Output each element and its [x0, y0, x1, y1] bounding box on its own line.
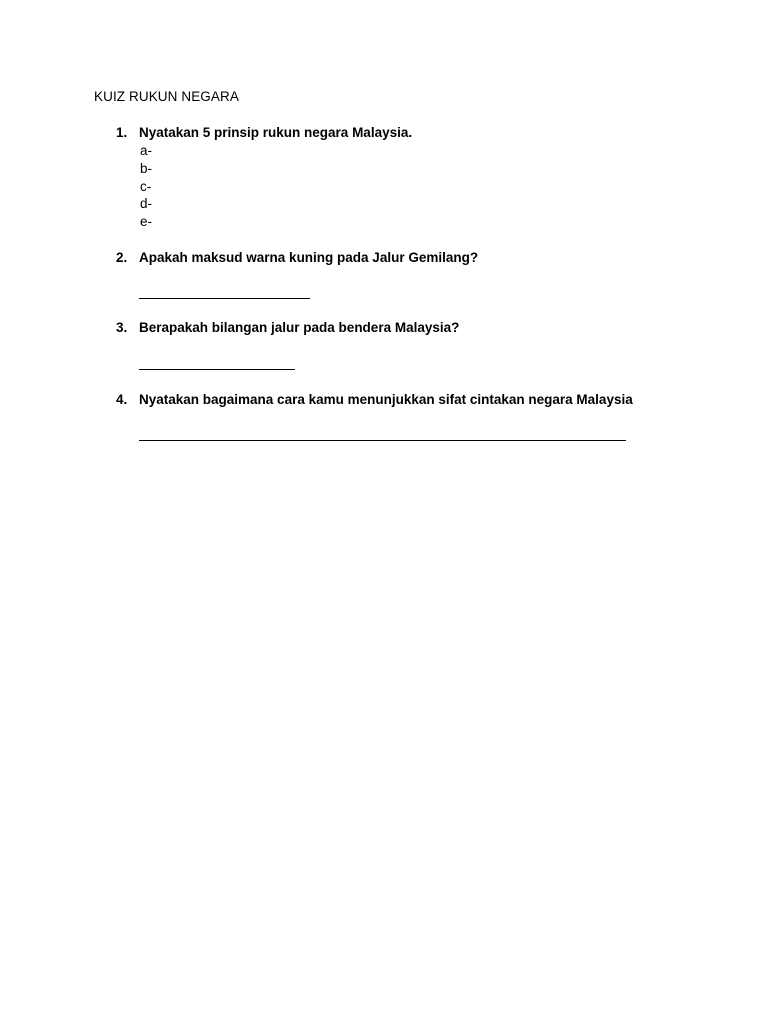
option-a: a-	[140, 143, 153, 158]
option-d: d-	[140, 196, 153, 211]
question-1-text: Nyatakan 5 prinsip rukun negara Malaysia.	[139, 125, 413, 140]
question-1-number: 1.	[116, 125, 128, 140]
answer-line-2	[139, 298, 310, 299]
question-3-text: Berapakah bilangan jalur pada bendera Malaysia?	[139, 320, 460, 335]
option-e: e-	[140, 214, 153, 229]
option-b: b-	[140, 161, 153, 176]
option-c: c-	[140, 179, 152, 194]
quiz-title: KUIZ RUKUN NEGARA	[94, 89, 239, 104]
question-2-text: Apakah maksud warna kuning pada Jalur Gemilang?	[139, 250, 479, 265]
question-2-number: 2.	[116, 250, 128, 265]
question-4-number: 4.	[116, 392, 128, 407]
answer-line-4	[139, 440, 626, 441]
question-3-number: 3.	[116, 320, 128, 335]
question-4-text: Nyatakan bagaimana cara kamu menunjukkan sifat cintakan negara Malaysia	[139, 392, 633, 407]
answer-line-3	[139, 369, 295, 370]
